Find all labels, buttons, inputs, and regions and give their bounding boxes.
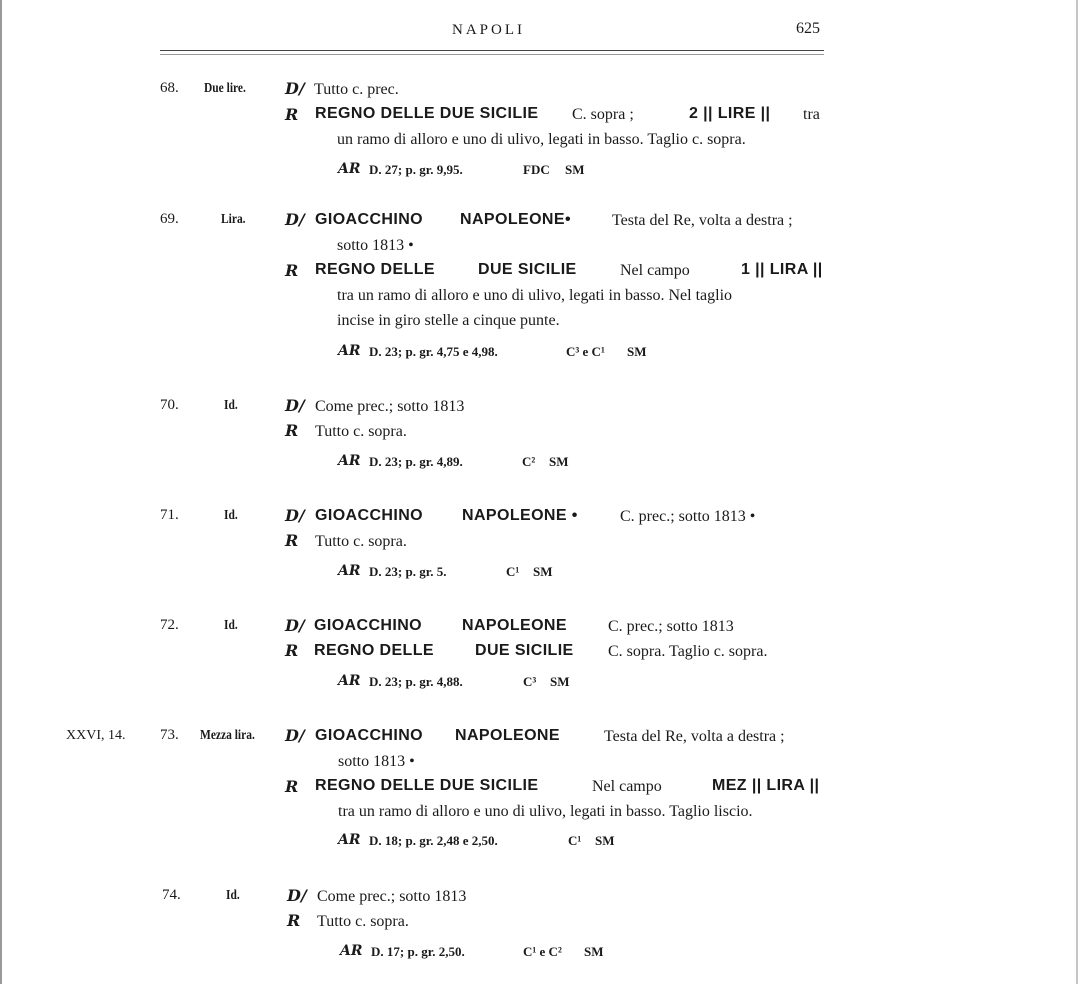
- reverse-symbol: R: [285, 777, 299, 796]
- entry-number: 74.: [162, 887, 181, 903]
- page-number: 625: [796, 20, 820, 37]
- running-head: NAPOLI: [452, 22, 525, 38]
- grade: C¹ e C²: [523, 944, 562, 959]
- obverse-description-line: sotto 1813 •: [337, 237, 414, 254]
- reverse-legend-part2: DUE SICILIE: [478, 261, 577, 278]
- obverse-description: Come prec.; sotto 1813: [315, 398, 465, 415]
- obverse-symbol: D/: [285, 79, 305, 98]
- metal-symbol: AR: [338, 161, 361, 177]
- obverse-symbol: D/: [287, 886, 307, 905]
- reverse-description-line: un ramo di alloro e uno di ulivo, legati in basso. Taglio c. sopra.: [337, 131, 746, 148]
- obverse-symbol: D/: [285, 506, 305, 525]
- page-left-edge: [0, 0, 2, 984]
- reverse-value: MEZ || LIRA ||: [712, 777, 820, 794]
- reverse-value: 1 || LIRA ||: [741, 261, 823, 278]
- reverse-description: Tutto c. sopra.: [315, 423, 407, 440]
- obverse-legend-part2: NAPOLEONE: [462, 617, 567, 634]
- obverse-legend-part1: GIOACCHINO: [315, 211, 423, 228]
- collection-code: SM: [595, 833, 615, 848]
- reverse-description: Tutto c. sopra.: [317, 913, 409, 930]
- diameter-weight: D. 27; p. gr. 9,95.: [369, 162, 463, 177]
- metal-symbol: AR: [338, 673, 361, 689]
- reverse-description-line: tra un ramo di alloro e uno di ulivo, legati in basso. Nel taglio: [337, 287, 733, 304]
- obverse-legend-part2: NAPOLEONE•: [460, 211, 571, 228]
- diameter-weight: D. 23; p. gr. 4,89.: [369, 454, 463, 469]
- reverse-legend-part2: DUE SICILIE: [475, 642, 574, 659]
- coin-denomination: Lira.: [221, 212, 246, 227]
- diameter-weight: D. 23; p. gr. 5.: [369, 564, 447, 579]
- obverse-symbol: D/: [285, 396, 305, 415]
- reverse-symbol: R: [285, 641, 299, 660]
- coin-denomination: Due lire.: [204, 81, 246, 96]
- plate-reference: XXVI, 14.: [66, 728, 126, 743]
- entry-number: 68.: [160, 80, 179, 96]
- reverse-description: Tutto c. sopra.: [315, 533, 407, 550]
- obverse-legend-part1: GIOACCHINO: [314, 617, 422, 634]
- collection-code: SM: [627, 344, 647, 359]
- reverse-description-tail: tra: [803, 106, 820, 123]
- reverse-description: Nel campo: [620, 262, 690, 279]
- reverse-symbol: R: [285, 531, 299, 550]
- entry-number: 73.: [160, 727, 179, 743]
- obverse-description: Testa del Re, volta a destra ;: [612, 212, 793, 229]
- obverse-symbol: D/: [285, 726, 305, 745]
- grade: C¹: [568, 833, 582, 848]
- obverse-legend-part2: NAPOLEONE •: [462, 507, 578, 524]
- entry-number: 72.: [160, 617, 179, 633]
- reverse-legend-part1: REGNO DELLE: [314, 642, 434, 659]
- collection-code: SM: [584, 944, 604, 959]
- coin-denomination: Id.: [224, 508, 238, 523]
- obverse-description: C. prec.; sotto 1813: [608, 618, 734, 635]
- obverse-symbol: D/: [285, 616, 305, 635]
- reverse-description: C. sopra. Taglio c. sopra.: [608, 643, 768, 660]
- reverse-legend: REGNO DELLE DUE SICILIE: [315, 105, 539, 122]
- obverse-legend-part1: GIOACCHINO: [315, 507, 423, 524]
- reverse-symbol: R: [287, 911, 301, 930]
- entry-number: 70.: [160, 397, 179, 413]
- reverse-legend: REGNO DELLE DUE SICILIE: [315, 777, 539, 794]
- grade: C²: [522, 454, 536, 469]
- diameter-weight: D. 23; p. gr. 4,75 e 4,98.: [369, 344, 498, 359]
- diameter-weight: D. 17; p. gr. 2,50.: [371, 944, 465, 959]
- obverse-description-line: sotto 1813 •: [338, 753, 415, 770]
- coin-denomination: Mezza lira.: [200, 728, 255, 743]
- reverse-description-line: tra un ramo di alloro e uno di ulivo, legati in basso. Taglio liscio.: [338, 803, 753, 820]
- collection-code: SM: [533, 564, 553, 579]
- entry-number: 69.: [160, 211, 179, 227]
- header-rule: [160, 50, 824, 51]
- coin-denomination: Id.: [226, 888, 240, 903]
- collection-code: SM: [565, 162, 585, 177]
- metal-symbol: AR: [338, 832, 361, 848]
- reverse-legend-part1: REGNO DELLE: [315, 261, 435, 278]
- collection-code: SM: [550, 674, 570, 689]
- obverse-description: Testa del Re, volta a destra ;: [604, 728, 785, 745]
- obverse-description: C. prec.; sotto 1813 •: [620, 508, 756, 525]
- grade: FDC: [523, 162, 550, 177]
- metal-symbol: AR: [338, 453, 361, 469]
- entry-number: 71.: [160, 507, 179, 523]
- collection-code: SM: [549, 454, 569, 469]
- obverse-legend-part1: GIOACCHINO: [315, 727, 423, 744]
- grade: C³: [523, 674, 537, 689]
- metal-symbol: AR: [338, 563, 361, 579]
- reverse-description-line: incise in giro stelle a cinque punte.: [337, 312, 560, 329]
- coin-denomination: Id.: [224, 618, 238, 633]
- reverse-symbol: R: [285, 105, 299, 124]
- coin-denomination: Id.: [224, 398, 238, 413]
- header-rule-thin: [160, 54, 824, 55]
- reverse-description: C. sopra ;: [572, 106, 634, 123]
- metal-symbol: AR: [340, 943, 363, 959]
- page-right-edge: [1076, 0, 1078, 984]
- grade: C³ e C¹: [566, 344, 605, 359]
- diameter-weight: D. 18; p. gr. 2,48 e 2,50.: [369, 833, 498, 848]
- reverse-value: 2 || LIRE ||: [689, 105, 771, 122]
- obverse-symbol: D/: [285, 210, 305, 229]
- grade: C¹: [506, 564, 520, 579]
- reverse-description: Nel campo: [592, 778, 662, 795]
- obverse-description: Come prec.; sotto 1813: [317, 888, 467, 905]
- diameter-weight: D. 23; p. gr. 4,88.: [369, 674, 463, 689]
- reverse-symbol: R: [285, 421, 299, 440]
- obverse-description: Tutto c. prec.: [314, 81, 399, 98]
- metal-symbol: AR: [338, 343, 361, 359]
- obverse-legend-part2: NAPOLEONE: [455, 727, 560, 744]
- reverse-symbol: R: [285, 261, 299, 280]
